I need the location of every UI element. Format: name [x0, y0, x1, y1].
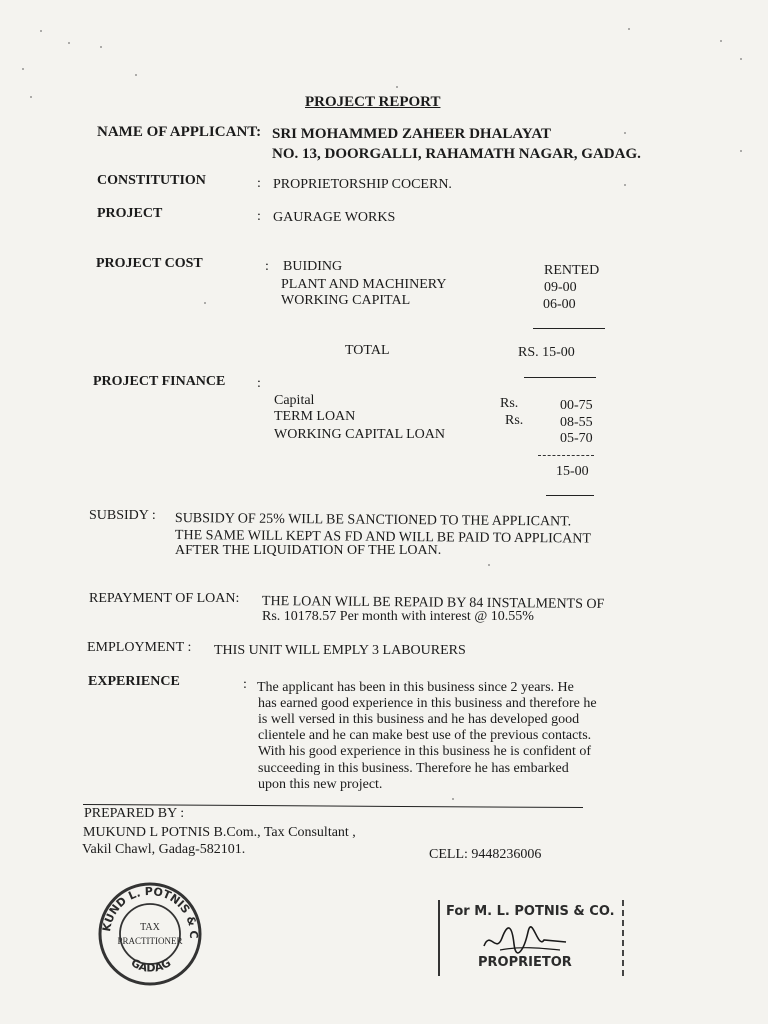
project-colon: :: [257, 209, 261, 224]
signature-firm: For M. L. POTNIS & CO.: [446, 904, 615, 919]
applicant-name: SRI MOHAMMED ZAHEER DHALAYAT: [272, 126, 552, 142]
repayment-line: THE LOAN WILL BE REPAID BY 84 INSTALMENTS OF: [261, 594, 605, 612]
finance-item-amount: 08-55: [560, 415, 593, 430]
employment-value: THIS UNIT WILL EMPLY 3 LABOURERS: [214, 643, 466, 658]
cost-total-label: TOTAL: [345, 343, 390, 358]
seal-center-line2: PRACTITIONER: [117, 936, 183, 946]
subsidy-line: THE SAME WILL KEPT AS FD AND WILL BE PAID TO APPLICANT: [174, 528, 591, 547]
employment-label: EMPLOYMENT :: [87, 640, 192, 655]
experience-line: The applicant has been in this business since 2 years. He: [257, 680, 574, 695]
cost-subtotal-rule: [533, 328, 605, 329]
constitution-colon: :: [257, 176, 261, 191]
constitution-label: CONSTITUTION: [97, 173, 206, 188]
seal-stamp: [96, 878, 204, 988]
cost-item-amount: 09-00: [544, 280, 577, 295]
project-label: PROJECT: [97, 206, 163, 221]
cost-item-name: BUIDING: [283, 259, 343, 274]
cost-item-name: PLANT AND MACHINERY: [281, 277, 447, 292]
finance-item-name: Capital: [274, 393, 315, 408]
prepared-by-label: PREPARED BY :: [84, 806, 185, 821]
repayment-label: REPAYMENT OF LOAN:: [89, 591, 240, 606]
finance-item-name: TERM LOAN: [274, 409, 356, 424]
finance-item-amount: 05-70: [560, 431, 593, 446]
constitution-value: PROPRIETORSHIP COCERN.: [273, 177, 452, 192]
experience-line: has earned good experience in this business and therefore he: [258, 696, 597, 711]
finance-total-rule: [546, 495, 594, 496]
experience-label: EXPERIENCE: [88, 674, 180, 689]
report-title: PROJECT REPORT: [305, 94, 441, 110]
cost-total-value: RS. 15-00: [518, 345, 575, 360]
subsidy-label: SUBSIDY :: [89, 508, 156, 523]
project-cost-colon: :: [265, 259, 269, 274]
project-finance-colon: :: [257, 376, 261, 391]
experience-line: With his good experience in this business he is confident of: [258, 744, 592, 759]
preparer-cell: CELL: 9448236006: [429, 847, 542, 862]
cost-item-amount: RENTED: [544, 263, 600, 278]
experience-line: is well versed in this business and he has developed good: [258, 712, 580, 727]
experience-line: upon this new project.: [258, 777, 383, 792]
project-value: GAURAGE WORKS: [273, 210, 396, 225]
cost-item-name: WORKING CAPITAL: [281, 293, 411, 308]
repayment-line: Rs. 10178.57 Per month with interest @ 10.55%: [262, 609, 534, 624]
signature-stamp: [438, 900, 624, 976]
experience-colon: :: [243, 677, 247, 692]
seal-outer-text: KUND L. POTNIS & C: [100, 884, 201, 939]
preparer-address: Vakil Chawl, Gadag-582101.: [82, 842, 246, 857]
preparer-name: MUKUND L POTNIS B.Com., Tax Consultant ,: [83, 825, 356, 840]
finance-item-currency: Rs.: [505, 413, 524, 428]
applicant-label: NAME OF APPLICANT:: [97, 124, 262, 140]
finance-item-amount: 00-75: [560, 398, 593, 413]
finance-item-name: WORKING CAPITAL LOAN: [274, 427, 446, 442]
svg-text:GADAG: [129, 956, 173, 975]
finance-total-value: 15-00: [556, 464, 589, 479]
seal-bottom-text: GADAG: [128, 956, 174, 975]
applicant-address: NO. 13, DOORGALLI, RAHAMATH NAGAR, GADAG.: [272, 146, 641, 162]
cost-total-rule: [524, 377, 596, 378]
project-cost-label: PROJECT COST: [96, 256, 203, 271]
project-finance-label: PROJECT FINANCE: [93, 374, 226, 389]
signature-role: PROPRIETOR: [478, 955, 572, 970]
experience-line: clientele and he can make best use of the previous contacts.: [258, 728, 592, 743]
subsidy-line: AFTER THE LIQUIDATION OF THE LOAN.: [175, 543, 442, 558]
experience-line: succeeding in this business. Therefore he has embarked: [258, 761, 569, 776]
signature-scribble: [480, 920, 570, 960]
finance-item-currency: Rs.: [500, 396, 519, 411]
subsidy-line: SUBSIDY OF 25% WILL BE SANCTIONED TO THE APPLICANT.: [174, 511, 572, 530]
cost-item-amount: 06-00: [543, 297, 576, 312]
finance-subtotal-rule: [538, 455, 594, 456]
seal-center-line1: TAX: [140, 922, 160, 933]
